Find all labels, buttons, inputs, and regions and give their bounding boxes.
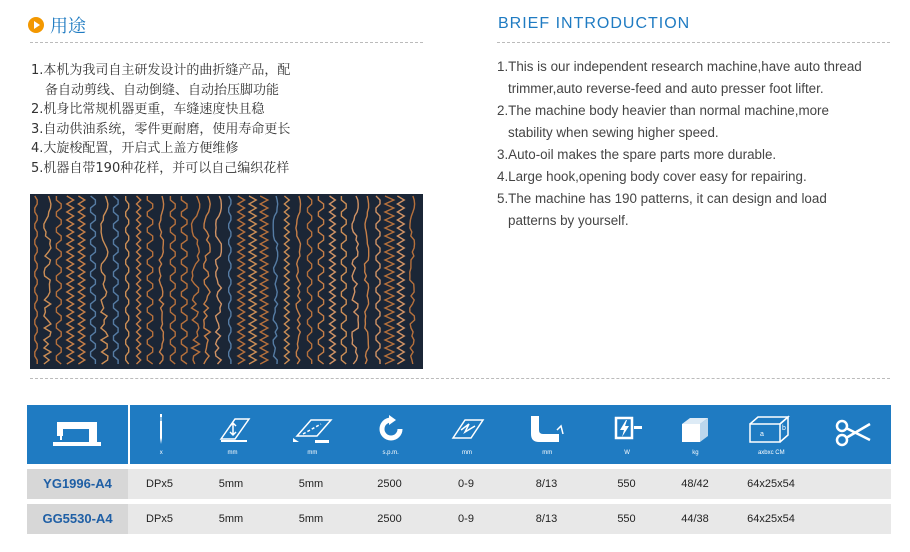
svg-text:b: b: [782, 424, 787, 432]
en-item: 2.The machine body heavier than normal machine,more: [497, 103, 829, 118]
weight-icon: [678, 414, 712, 448]
header-caption: axbxc CM: [757, 449, 785, 456]
header-cell: [816, 405, 891, 464]
table-cell: 2500: [377, 478, 402, 490]
header-caption: x: [159, 449, 163, 456]
header-cell: [130, 405, 193, 464]
header-caption: mm: [542, 449, 553, 456]
header-caption: kg: [692, 449, 699, 456]
header-cell: [429, 405, 505, 464]
table-row: [27, 504, 891, 534]
table-cell: 550: [617, 478, 636, 490]
spec-table-header: [27, 405, 891, 464]
stitch-width-icon: [213, 414, 253, 448]
stitch-pattern-image: [30, 194, 423, 369]
header-caption: mm: [307, 449, 318, 456]
needle-icon: [156, 414, 166, 448]
table-cell: 8/13: [535, 478, 558, 490]
table-cell: 2500: [377, 513, 402, 525]
header-cell: [193, 405, 273, 464]
en-item: stability when sewing higher speed.: [508, 125, 719, 140]
header-caption: W: [624, 449, 630, 456]
table-cell: 0-9: [458, 513, 474, 525]
cn-item: 1.本机为我司自主研发设计的曲折缝产品，配: [31, 63, 291, 78]
cn-item: 备自动剪线、自动倒缝、自动抬压脚功能: [45, 82, 280, 98]
en-item: trimmer,auto reverse-feed and auto presser foot lifter.: [508, 81, 824, 96]
en-section-title: BRIEF INTRODUCTION: [498, 15, 691, 32]
model-name: YG1996-A4: [27, 469, 128, 499]
sewing-machine-icon: [51, 418, 103, 452]
table-cell: 5mm: [298, 478, 324, 490]
header-caption: s.p.m.: [382, 449, 399, 456]
section-title: [28, 12, 86, 38]
table-cell: 0-9: [458, 478, 474, 490]
header-cell: [27, 405, 130, 464]
header-cell: [665, 405, 727, 464]
table-row: [27, 469, 891, 499]
package-icon: [746, 414, 796, 448]
en-item: 3.Auto-oil makes the spare parts more durable.: [497, 147, 777, 162]
cn-feature-list: [31, 61, 290, 178]
header-cell: [726, 405, 816, 464]
table-cell: 5mm: [218, 513, 244, 525]
table-cell: 48/42: [681, 478, 709, 490]
power-icon: [610, 414, 644, 448]
arm-space-icon: [527, 414, 567, 448]
en-feature-list: [497, 56, 897, 232]
trimmer-icon: [834, 418, 874, 452]
cn-item: 4.大旋梭配置，开启式上盖方便维修: [31, 141, 239, 156]
header-cell: [590, 405, 665, 464]
model-name: GG5530-A4: [27, 504, 128, 534]
table-cell: 44/38: [681, 513, 709, 525]
stitch-length-icon: [287, 414, 337, 448]
header-caption: mm: [461, 449, 472, 456]
divider-left: [30, 42, 423, 43]
divider-right: [497, 42, 890, 43]
cn-item: 5.机器自带190种花样，并可以自己编织花样: [31, 160, 290, 176]
table-cell: 8/13: [535, 513, 558, 525]
divider-bottom: [30, 378, 890, 379]
en-item: patterns by yourself.: [508, 213, 629, 228]
header-cell: [352, 405, 429, 464]
en-item: 1.This is our independent research machine,have auto thread: [497, 59, 862, 74]
header-cell: [505, 405, 590, 464]
header-caption: mm: [227, 449, 238, 456]
play-bullet-icon: [28, 17, 44, 33]
spec-table: [27, 405, 891, 534]
table-cell: DPx5: [146, 513, 173, 525]
en-item: 4.Large hook,opening body cover easy for repairing.: [497, 169, 807, 184]
en-item: 5.The machine has 190 patterns, it can design and load: [497, 191, 827, 206]
table-cell: DPx5: [146, 478, 173, 490]
cn-item: 3.自动供油系统，零件更耐磨，使用寿命更长: [31, 121, 291, 137]
header-cell: [272, 405, 352, 464]
cn-item: 2.机身比常规机器更重，车缝速度快且稳: [31, 102, 265, 117]
svg-text:a: a: [760, 430, 765, 438]
table-cell: 5mm: [218, 478, 244, 490]
cn-section-title: 用途: [50, 16, 86, 37]
table-cell: 550: [617, 513, 636, 525]
table-cell: 64x25x54: [747, 478, 795, 490]
table-cell: 5mm: [298, 513, 324, 525]
presser-lift-icon: [449, 414, 485, 448]
table-cell: 64x25x54: [747, 513, 795, 525]
stitch-pattern-photo: [30, 194, 423, 369]
speed-icon: [376, 414, 406, 448]
